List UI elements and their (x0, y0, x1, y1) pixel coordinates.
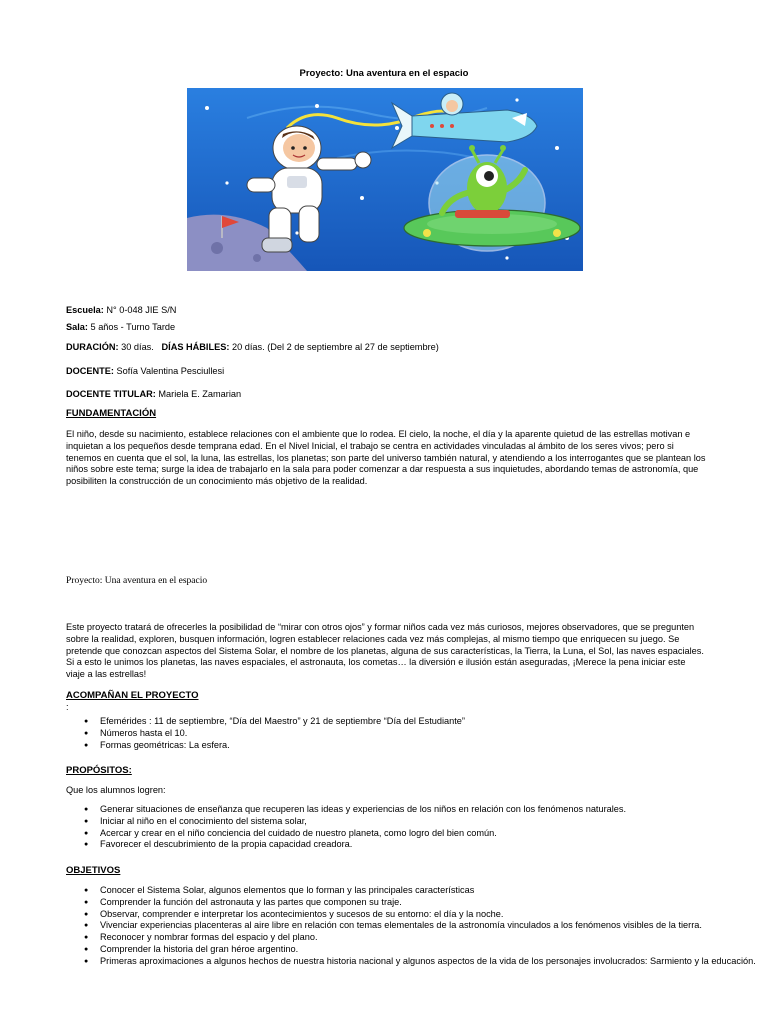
acompanan-list (82, 716, 768, 751)
acompanan-heading: ACOMPAÑAN EL PROYECTO (66, 690, 199, 701)
list-item: ● Reconocer y nombrar formas del espacio y del plano. (82, 932, 768, 944)
list-item: ● Números hasta el 10. (82, 728, 768, 740)
document-title: Proyecto: Una aventura en el espacio (299, 68, 469, 79)
list-item: ● Vivenciar experiencias placenteras al aire libre en relación con temas elementales de la astronomía vinculados a los fenómenos visibles de la tierra. (82, 920, 768, 932)
list-item: ● Acercar y crear en el niño conciencia del cuidado de nuestro planeta, como logro del bien común. (82, 828, 768, 840)
objetivos-list (82, 885, 768, 967)
duration-value: 30 días. (121, 342, 154, 352)
list-item: ● Formas geométricas: La esfera. (82, 740, 768, 752)
propositos-intro: Que los alumnos logren: (66, 785, 166, 795)
propositos-list (82, 804, 768, 851)
school-value: N° 0-048 JIE S/N (106, 305, 177, 315)
teacher-label: DOCENTE: (66, 366, 114, 376)
head-teacher-value: Mariela E. Zamarian (158, 389, 242, 399)
teacher-value: Sofía Valentina Pesciullesi (116, 366, 225, 376)
fundamentacion-paragraph: El niño, desde su nacimiento, establece relaciones con el ambiente que lo rodea. El cielo, la noche, el día y la aparente quietud de las estrellas motivan e inquietan a los pequeños desde temprana edad. En el Nivel Inicial, el trabajo se centra en actividades vinculadas al ámbito de los seres vivos; pero si tenemos en cuenta que el sol, la luna, las estrellas, los planetas; son parte del universo también natural, y atendiendo a los interrogantes que se plantean los niños sobre este tema; surge la idea de trabajarlo en la sala para poder comenzar a dar respuesta a sus inquietudes, abordando temas de astronomía, que posibiliten la construcción de un conocimiento más objetivo de la realidad. (66, 429, 706, 487)
objetivos-heading: OBJETIVOS (66, 865, 121, 876)
school-field (66, 305, 176, 317)
list-item: ● Generar situaciones de enseñanza que recuperen las ideas y experiencias de los niños en relación con los fenómenos naturales. (82, 804, 768, 816)
working-days-value: 20 días. (Del 2 de septiembre al 27 de septiembre) (231, 342, 439, 352)
list-item: ● Primeras aproximaciones a algunos hechos de nuestra historia nacional y algunos aspectos de la vida de los personajes involucrados: Sarmiento y la educación. (82, 956, 768, 968)
list-item: ● Comprender la función del astronauta y las partes que componen su traje. (82, 897, 768, 909)
list-item: ● Favorecer el descubrimiento de la propia capacidad creadora. (82, 839, 768, 851)
fundamentacion-heading: FUNDAMENTACIÓN (66, 408, 157, 419)
duration-field (66, 342, 439, 354)
propositos-heading: PROPÓSITOS: (66, 765, 132, 776)
room-value: 5 años - Turno Tarde (90, 322, 176, 332)
room-field (66, 322, 175, 334)
head-teacher-field (66, 389, 241, 401)
list-item: ● Conocer el Sistema Solar, algunos elementos que lo forman y las principales características (82, 885, 768, 897)
working-days-label: DÍAS HÁBILES: (161, 342, 230, 352)
colon-mark: : (66, 702, 69, 712)
list-item: ● Efemérides : 11 de septiembre, “Día del Maestro” y 21 de septiembre “Día del Estudiante” (82, 716, 768, 728)
page-header: Proyecto: Una aventura en el espacio (66, 576, 208, 586)
head-teacher-label: DOCENTE TITULAR: (66, 389, 156, 399)
teacher-field (66, 366, 224, 378)
list-item: ● Iniciar al niño en el conocimiento del sistema solar, (82, 816, 768, 828)
room-label: Sala: (66, 322, 88, 332)
list-item: ● Observar, comprender e interpretar los acontecimientos y sucesos de su entorno: el día y la noche. (82, 909, 768, 921)
school-label: Escuela: (66, 305, 104, 315)
intro-paragraph: Este proyecto tratará de ofrecerles la posibilidad de “mirar con otros ojos” y formar niños cada vez más curiosos, mejores observadores, que se pregunten sobre la realidad, exploren, busquen información, logren establecer relaciones cada vez más complejas, al mismo tiempo que enriquecen su juego. Se pretende que conozcan aspectos del Sistema Solar, el nombre de los planetas, alguna de sus características, la Tierra, la Luna, el Sol, las naves espaciales. Si a esto le unimos los planetas, las naves espaciales, el astronauta, los cometas… la diversión e ilusión están aseguradas, ¡Merece la pena iniciar este viaje a las estrellas! (66, 622, 704, 680)
duration-label: DURACIÓN: (66, 342, 119, 352)
astronaut-alien-space-illustration (187, 88, 583, 271)
list-item: ● Comprender la historia del gran héroe argentino. (82, 944, 768, 956)
